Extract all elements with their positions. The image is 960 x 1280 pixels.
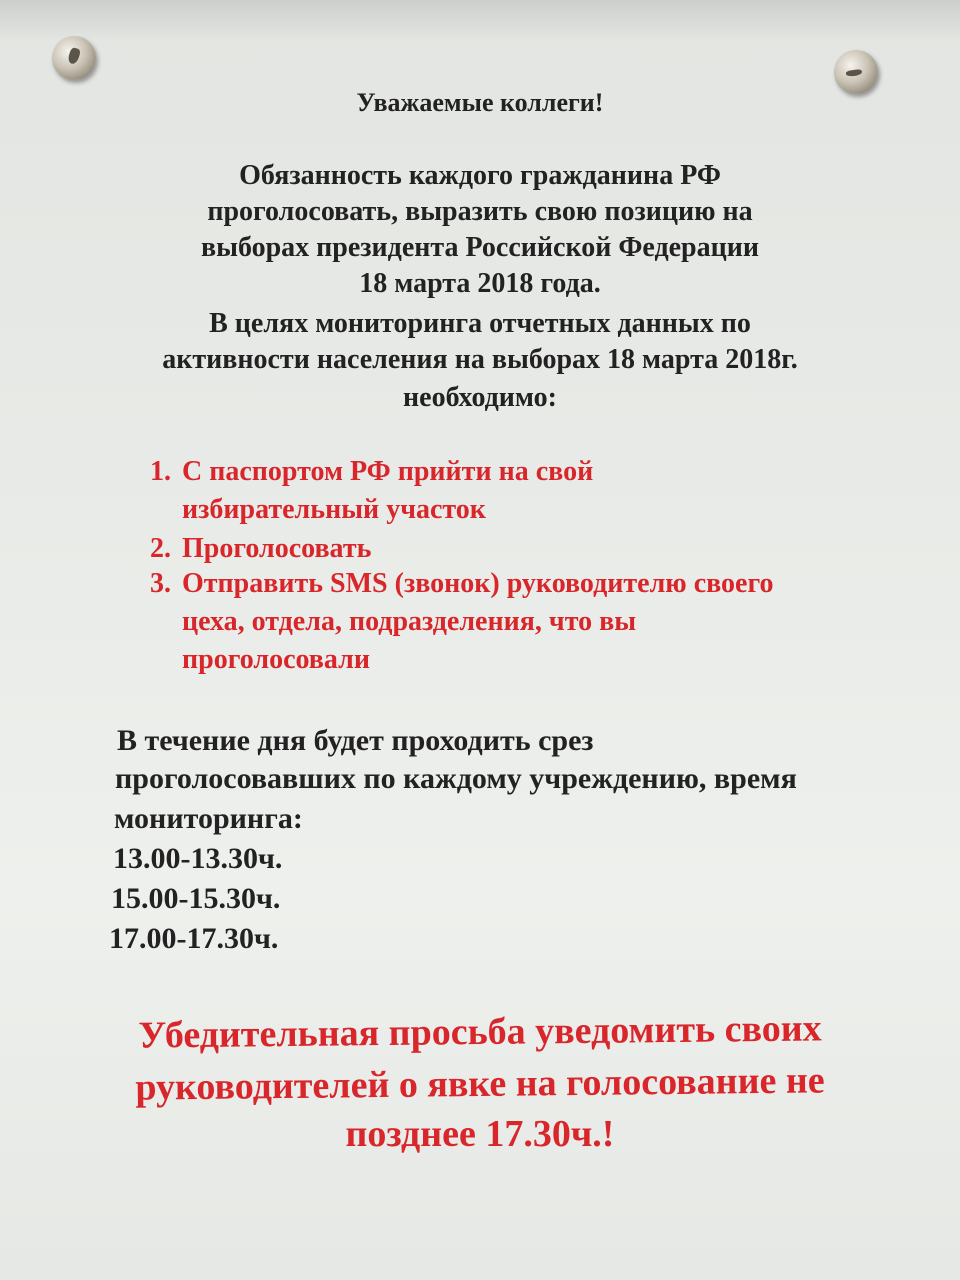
- monitoring-line-2: проголосовавших по каждому учреждению, время: [115, 762, 797, 795]
- step-number-1: 1.: [150, 456, 171, 487]
- step-1-line-1: С паспортом РФ прийти на свой: [182, 456, 594, 487]
- step-1-line-2: избирательный участок: [182, 494, 486, 525]
- step-3-line-1: Отправить SMS (звонок) руководителю своего: [182, 568, 774, 599]
- monitoring-line-1: В течение дня будет проходить срез: [117, 724, 594, 757]
- intro-line-4: 18 марта 2018 года.: [359, 268, 601, 299]
- intro-line-1: Обязанность каждого гражданина РФ: [239, 160, 721, 191]
- intro-line-3: выборах президента Российской Федерации: [200, 232, 760, 263]
- closing-line-3: позднее 17.30ч.!: [345, 1113, 615, 1155]
- time-slot-2: 15.00-15.30ч.: [111, 882, 281, 915]
- paper-shadow: [0, 0, 960, 40]
- step-number-3: 3.: [150, 568, 171, 599]
- step-3-line-3: проголосовали: [182, 644, 371, 675]
- greeting: Уважаемые коллеги!: [356, 88, 604, 117]
- closing-line-2: руководителей о явке на голосование не: [135, 1059, 825, 1109]
- step-2-line-1: Проголосовать: [182, 533, 372, 564]
- intro-line-7: необходимо:: [403, 382, 557, 413]
- push-pin-icon: [52, 36, 96, 80]
- intro-line-5: В целях мониторинга отчетных данных по: [209, 308, 751, 339]
- time-slot-1: 13.00-13.30ч.: [113, 842, 283, 875]
- monitoring-line-3: мониторинга:: [114, 802, 303, 835]
- step-number-2: 2.: [150, 533, 171, 564]
- step-3-line-2: цеха, отдела, подразделения, что вы: [182, 606, 637, 637]
- closing-line-1: Убедительная просьба уведомить своих: [138, 1007, 822, 1057]
- intro-line-2: проголосовать, выразить свою позицию на: [207, 196, 753, 227]
- intro-line-6: активности населения на выборах 18 марта 2018г.: [162, 344, 798, 375]
- time-slot-3: 17.00-17.30ч.: [109, 922, 279, 955]
